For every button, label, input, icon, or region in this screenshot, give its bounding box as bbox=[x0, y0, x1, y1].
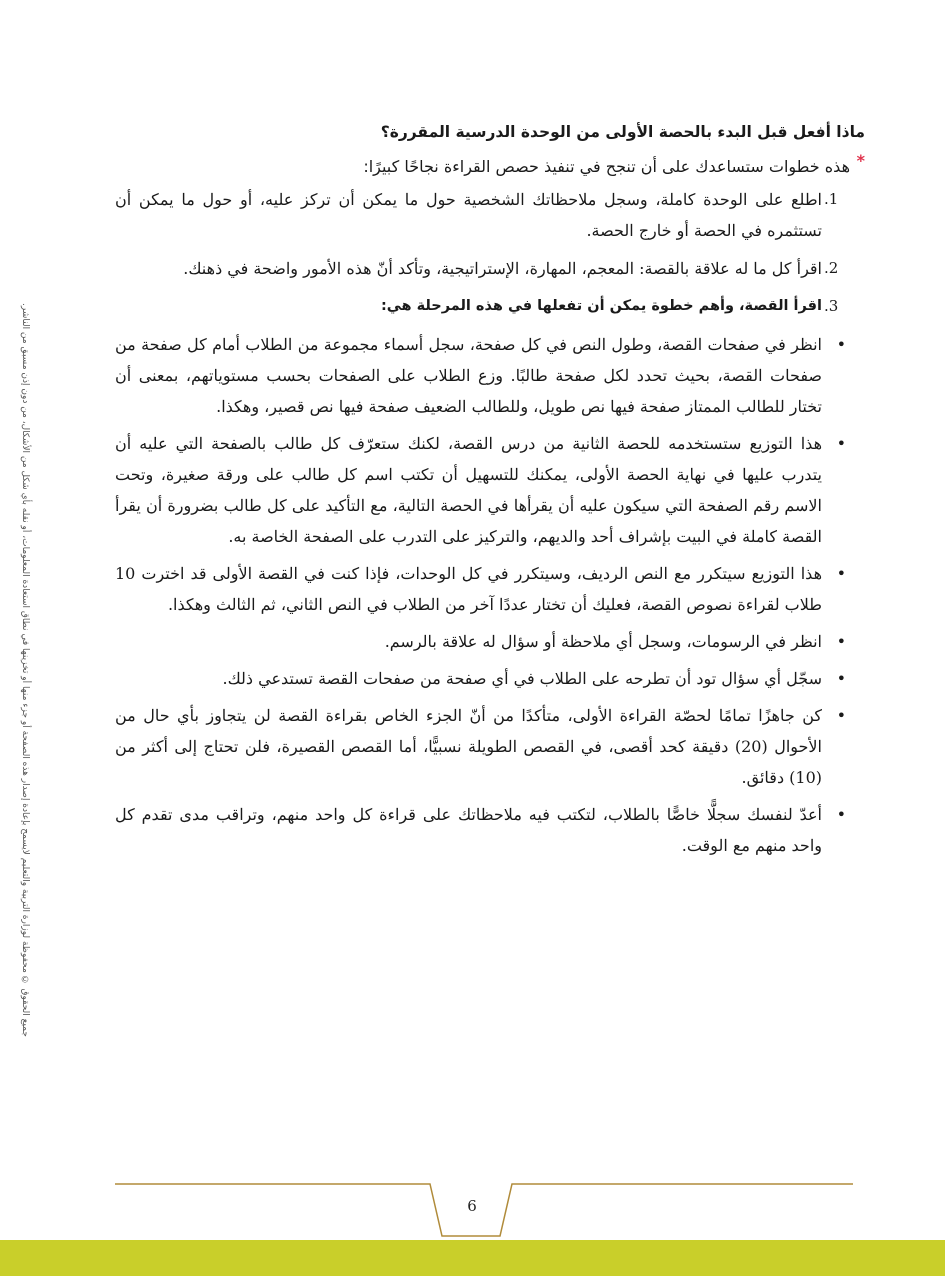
bullet-item bbox=[115, 626, 850, 657]
step-text: اقرأ كل ما له علاقة بالقصة: المعجم، المهارة، الإستراتيجية، وتأكد أنّ هذه الأمور واضحة في ذهنك. bbox=[183, 259, 822, 278]
bullet-item bbox=[115, 663, 850, 694]
bullet-text: سجّل أي سؤال تود أن تطرحه على الطلاب في أي صفحة من صفحات القصة تستدعي ذلك. bbox=[222, 669, 822, 688]
bullet-dot: • bbox=[836, 434, 846, 453]
bullet-item bbox=[115, 700, 850, 793]
bullet-item bbox=[115, 558, 850, 620]
step-number: .3 bbox=[824, 297, 839, 315]
page-content bbox=[115, 118, 865, 867]
bullet-text: هذا التوزيع ستستخدمه للحصة الثانية من درس القصة، لكنك ستعرّف كل طالب بالصفحة التي عليه أن يتدرب عليها في نهاية الحصة الأولى، يمكنك للتسهيل أن تكتب اسم كل طالب على ورقة صغيرة، وتحت الاسم رقم الصفحة التي سيكون عليه أن يقرأها في الحصة التالية، مع التأكيد على كل طالب بضرورة أن يقرأ القصة كاملة في البيت بإشراف أحد والديهم، والتركيز على التدرب على الصفحة الخاصة به. bbox=[115, 434, 822, 546]
bullet-dot: • bbox=[836, 805, 846, 824]
section-heading: ماذا أفعل قبل البدء بالحصة الأولى من الوحدة الدرسية المقررة؟ bbox=[380, 123, 865, 141]
bullet-text: انظر في الرسومات، وسجل أي ملاحظة أو سؤال له علاقة بالرسم. bbox=[384, 632, 822, 651]
step-number: .1 bbox=[824, 190, 839, 208]
bullet-text: انظر في صفحات القصة، وطول النص في كل صفحة، سجل أسماء مجموعة من الطلاب أمام كل صفحة من صفحات القصة، بحيث تحدد لكل صفحة طالبًا. وزع الطلاب على الصفحات بحسب مستوياتهم، بمعنى أن تختار للطالب الممتاز صفحة فيها نص طويل، وللطالب الضعيف صفحة فيها نص قصير، وهكذا. bbox=[115, 335, 822, 416]
copyright-sidebar: جميع الحقوق © محفوظة لوزارة التربية والتعليم لايسمح بإعادة إصدار هذه الصفحة أو جزء منها أو تخزينها في نطاق استعادة المعلومات، أو نقله بأي شكل من الأشكال، من دون إذن مسبق من الناشر. bbox=[20, 303, 30, 1037]
footer-band bbox=[0, 1240, 945, 1276]
bullet-text: أعدّ لنفسك سجلًّا خاصًّا بالطلاب، لتكتب فيه ملاحظاتك على قراءة كل واحد منهم، وتراقب مدى تقدم كل واحد منهم مع الوقت. bbox=[115, 805, 822, 855]
step-text: اقرأ القصة، وأهم خطوة يمكن أن تفعلها في هذه المرحلة هي: bbox=[381, 298, 822, 314]
step-item bbox=[115, 184, 850, 246]
bullet-item bbox=[115, 329, 850, 422]
page-number: 6 bbox=[467, 1197, 477, 1215]
intro-paragraph bbox=[115, 151, 865, 182]
bullet-dot: • bbox=[836, 706, 846, 725]
step-text: اطلع على الوحدة كاملة، وسجل ملاحظاتك الشخصية حول ما يمكن أن تركز عليه، أو حول ما يمكن أن تستثمره في الحصة أو خارج الحصة. bbox=[115, 190, 822, 240]
bullet-item bbox=[115, 428, 850, 552]
bullet-dot: • bbox=[836, 564, 846, 583]
step-item bbox=[115, 253, 850, 284]
bullet-text: هذا التوزيع سيتكرر مع النص الرديف، وسيتكرر في كل الوحدات، فإذا كنت في القصة الأولى قد اخترت 10 طلاب لقراءة نصوص القصة، فعليك أن تختار عددًا آخر من الطلاب في النص الثاني، ثم الثالث وهكذا. bbox=[115, 564, 823, 614]
bullet-dot: • bbox=[836, 335, 846, 354]
bullet-text: كن جاهزًا تمامًا لحصّة القراءة الأولى، متأكدًا من أنّ الجزء الخاص بقراءة القصة لن يتجاوز بأي حال من الأحوال (20) دقيقة كحد أقصى، في القصص الطويلة نسبيًّا، أما القصص القصيرة، فلن تحتاج إلى أكثر من (10) دقائق. bbox=[115, 706, 822, 787]
step-item bbox=[115, 291, 850, 322]
star-marker: * bbox=[856, 151, 865, 170]
step-number: .2 bbox=[824, 259, 839, 277]
bullet-item bbox=[115, 799, 850, 861]
bullet-dot: • bbox=[836, 632, 846, 651]
bullet-dot: • bbox=[836, 669, 846, 688]
intro-text: هذه خطوات ستساعدك على أن تنجح في تنفيذ حصص القراءة نجاحًا كبيرًا: bbox=[363, 157, 850, 176]
